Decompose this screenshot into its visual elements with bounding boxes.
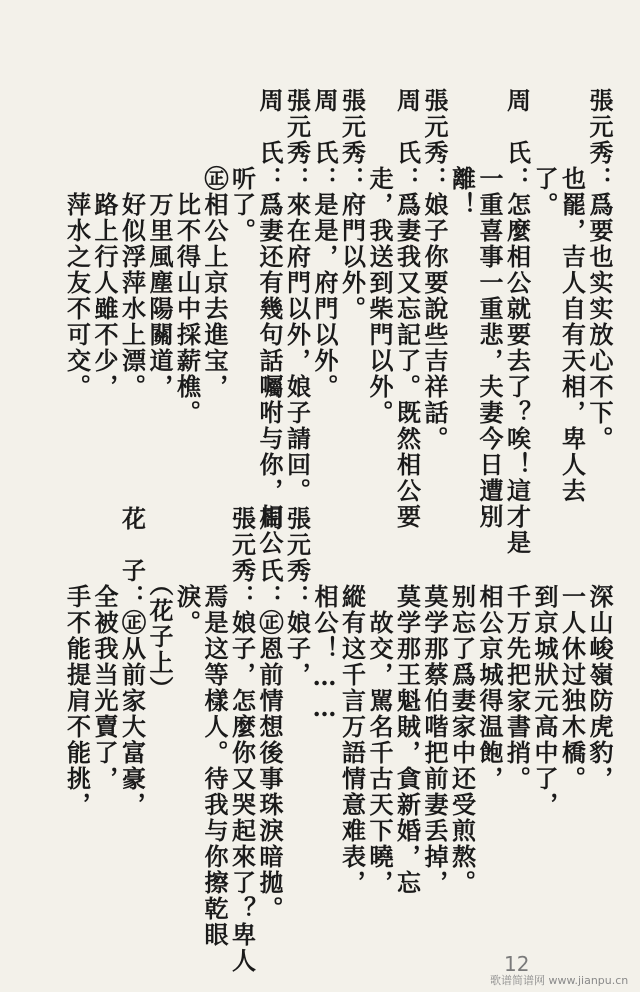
bottom-column: 縱有这千言万語情意难表，	[337, 506, 367, 896]
top-column: 比不得山中採薪樵。	[172, 88, 202, 426]
top-column: ㊣相公上京去進宝，	[200, 88, 229, 400]
page-number: 12	[504, 952, 530, 976]
top-column: 路上行人雖不少，	[90, 88, 119, 400]
bottom-column: 深山峻嶺防虎豹，	[585, 506, 614, 792]
bottom-column: 莫学那蔡伯喈把前妻丢掉，	[420, 506, 449, 896]
bottom-column: 别忘了爲妻家中还受煎熬。	[447, 506, 477, 896]
top-column: 走，我送到柴門以外。	[365, 88, 394, 426]
bottom-column: 全被我当光賣了，	[90, 506, 119, 792]
top-column: 万里風塵陽關道，	[145, 88, 174, 400]
bottom-column: 相公京城得温飽，	[475, 506, 504, 792]
top-column: 張元秀：府門以外。	[337, 88, 367, 322]
top-column: 張元秀：娘子你要說些吉祥話。	[420, 88, 449, 452]
top-column: 周 氏：怎麼相公就要去了？唉！這才是	[502, 88, 532, 556]
bottom-column: 相公！……	[310, 506, 339, 724]
bottom-column: 千万先把家書捎。	[502, 506, 532, 792]
bottom-column: 張元秀：娘子，	[282, 506, 312, 688]
top-column: 周 氏：是是，府門以外。	[310, 88, 339, 400]
bottom-column: （花子上）	[145, 506, 174, 702]
bottom-column: 淚。	[172, 506, 202, 636]
top-column: 了。	[530, 88, 559, 218]
top-column: 听了。	[227, 88, 257, 244]
bottom-column: 一人休过独木橋。	[557, 506, 587, 792]
top-column: 萍水之友不可交。	[62, 88, 92, 400]
bottom-column: 故交，駡名千古天下曉，	[365, 506, 394, 896]
bottom-column: 花 子：㊣从前家大富豪，	[117, 506, 147, 818]
bottom-column: 手不能提肩不能挑，	[62, 506, 92, 818]
bottom-column: 周 氏：㊣恩前情想後事珠淚暗拋。	[255, 506, 284, 922]
top-column: 離！	[447, 88, 477, 218]
bottom-column: 張元秀：娘子，怎麼你又哭起來了？卑人	[227, 506, 257, 974]
top-column: 張元秀：來在府門以外，娘子請回。	[282, 88, 312, 504]
top-column: 周 氏：爲妻我又忘記了。既然相公要	[392, 88, 422, 530]
watermark: 歌谱简谱网 www.jianpu.cn	[490, 974, 629, 987]
bottom-column: 焉是这等樣人。待我与你擦乾眼	[200, 506, 229, 948]
top-column: 周 氏：爲妻还有幾句話囑咐与你，相公	[255, 88, 284, 556]
top-column: 好似浮萍水上漂。	[117, 88, 147, 400]
top-column: 張元秀：爲要也实实放心不下。	[585, 88, 614, 452]
top-column: 一重喜事一重悲，夫妻今日遭別	[475, 88, 504, 530]
bottom-column: 莫学那王魁賊，貪新婚，忘	[392, 506, 422, 896]
bottom-column: 到京城狀元高中了，	[530, 506, 559, 818]
top-column: 也罷，吉人自有天相，卑人去	[557, 88, 587, 504]
